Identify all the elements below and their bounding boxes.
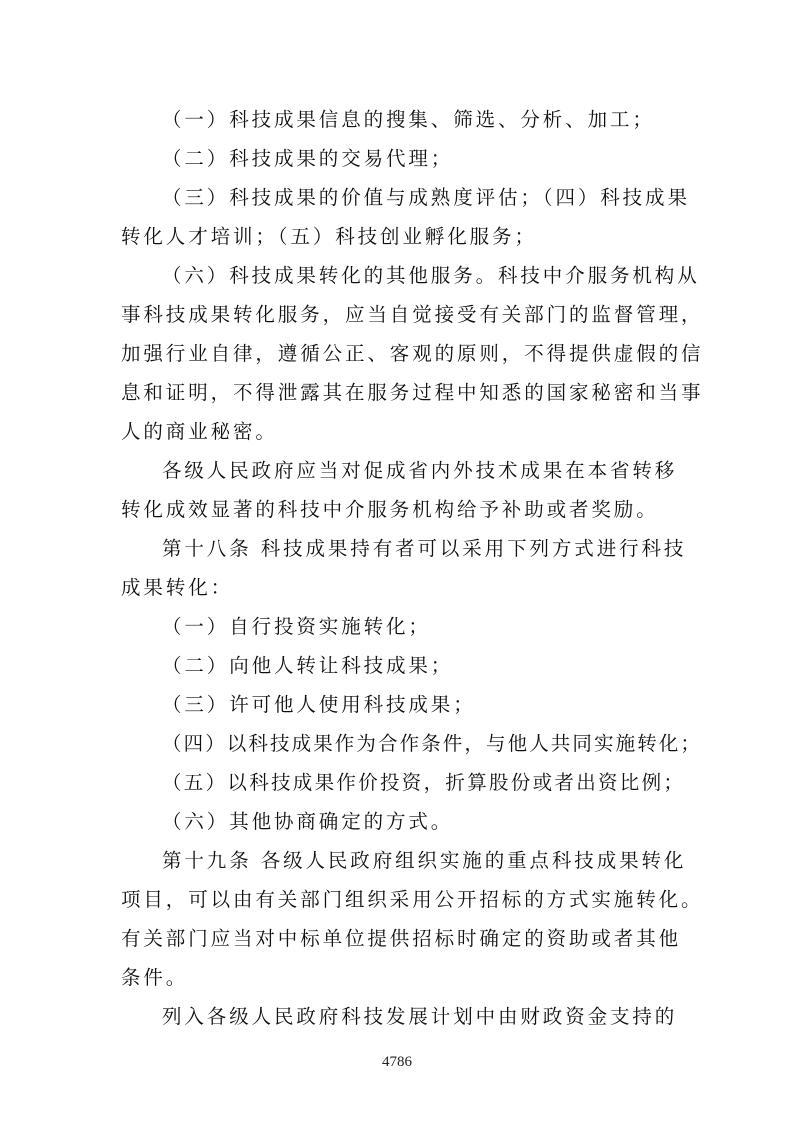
article-heading-line: 第十八条 科技成果持有者可以采用下列方式进行科技 (162, 537, 687, 560)
paragraph-line: （二）科技成果的交易代理； (162, 147, 454, 170)
paragraph-line: 条件。 (121, 966, 189, 989)
list-item: （三）许可他人使用科技成果； (162, 693, 476, 716)
paragraph-line: （六）科技成果转化的其他服务。科技中介服务机构从 (162, 264, 700, 287)
article-heading-line: 第十九条 各级人民政府组织实施的重点科技成果转化 (162, 849, 687, 872)
list-item: （五）以科技成果作价投资，折算股份或者出资比例； (162, 771, 686, 794)
list-item: （六）其他协商确定的方式。 (162, 810, 454, 833)
list-item: （二）向他人转让科技成果； (162, 654, 454, 677)
paragraph-line: 息和证明，不得泄露其在服务过程中知悉的国家秘密和当事 (121, 381, 704, 404)
paragraph-line: 列入各级人民政府科技发展计划中由财政资金支持的 (162, 1005, 678, 1028)
paragraph-line: 加强行业自律，遵循公正、客观的原则，不得提供虚假的信 (121, 342, 704, 365)
paragraph-line: （三）科技成果的价值与成熟度评估；（四）科技成果 (162, 186, 690, 209)
paragraph-line: 事科技成果转化服务，应当自觉接受有关部门的监督管理， (121, 303, 704, 326)
list-item: （四）以科技成果作为合作条件，与他人共同实施转化； (162, 732, 703, 755)
paragraph-line: 转化成效显著的科技中介服务机构给予补助或者奖励。 (121, 498, 659, 521)
paragraph-line: （一）科技成果信息的搜集、筛选、分析、加工； (162, 108, 655, 131)
paragraph-line: 转化人才培训；（五）科技创业孵化服务； (121, 225, 537, 248)
page-number: 4786 (382, 1054, 412, 1070)
paragraph-line: 各级人民政府应当对促成省内外技术成果在本省转移 (162, 459, 678, 482)
paragraph-line: 有关部门应当对中标单位提供招标时确定的资助或者其他 (121, 927, 682, 950)
list-item: （一）自行投资实施转化； (162, 615, 431, 638)
paragraph-line: 项目，可以由有关部门组织采用公开招标的方式实施转化。 (121, 888, 704, 911)
paragraph-line: 人的商业秘密。 (121, 420, 278, 443)
paragraph-line: 成果转化： (121, 576, 234, 599)
